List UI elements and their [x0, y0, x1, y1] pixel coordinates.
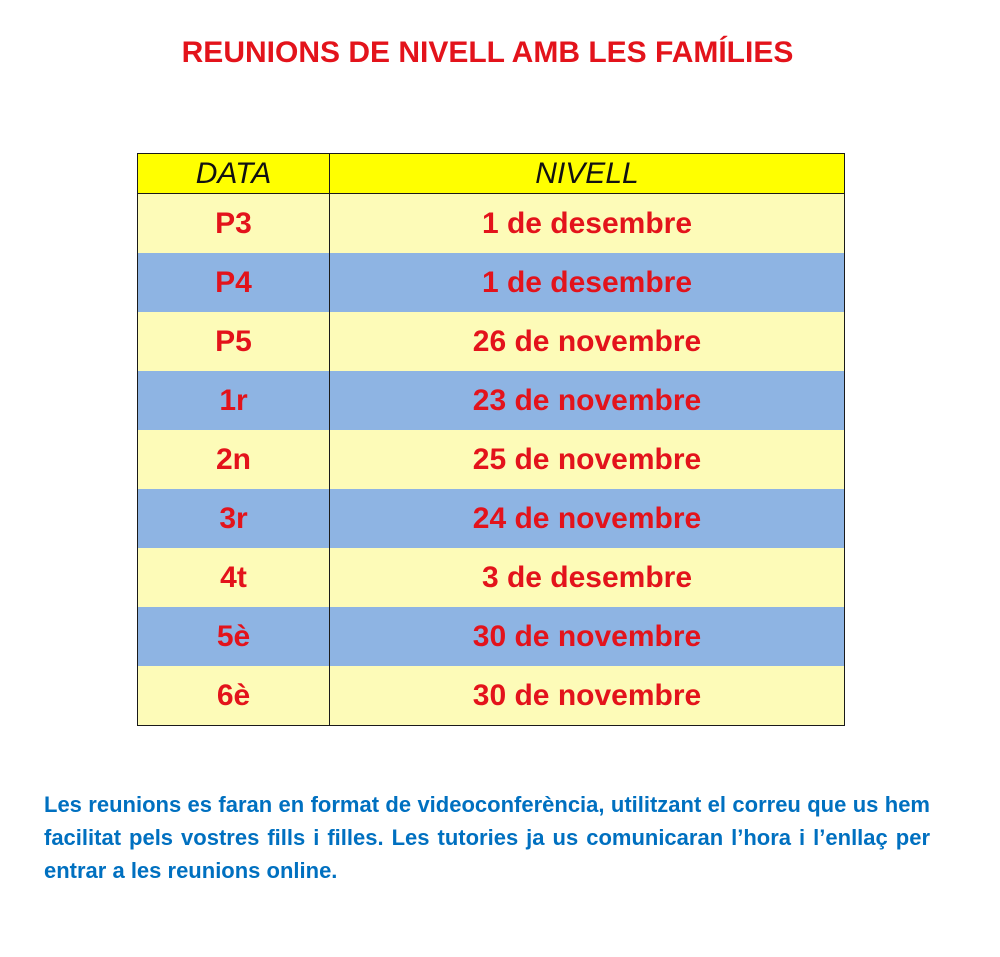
table-row — [138, 430, 845, 489]
table-cell-level: P3 — [138, 194, 330, 254]
column-header-data: DATA — [138, 154, 330, 194]
videoconference-note: Les reunions es faran en format de videoconferència, utilitzant el correu que us hem facilitat pels vostres fills i filles. Les tutories ja us comunicaran l’hora i l’enllaç per entrar a les reunions online. — [44, 792, 930, 883]
table-cell-level: P4 — [138, 253, 330, 312]
table-row — [138, 489, 845, 548]
table-cell-level: 5è — [138, 607, 330, 666]
page-title: REUNIONS DE NIVELL AMB LES FAMÍLIES — [181, 36, 794, 69]
table-header-row — [138, 154, 845, 194]
table-cell-date: 3 de desembre — [330, 548, 845, 607]
table-row — [138, 607, 845, 666]
table-row — [138, 194, 845, 254]
table-row — [138, 253, 845, 312]
table-cell-date: 26 de novembre — [330, 312, 845, 371]
table-row — [138, 312, 845, 371]
table-cell-level: 3r — [138, 489, 330, 548]
table-row — [138, 548, 845, 607]
table-cell-level: P5 — [138, 312, 330, 371]
table-cell-date: 24 de novembre — [330, 489, 845, 548]
table-cell-level: 6è — [138, 666, 330, 726]
column-header-nivell: NIVELL — [330, 154, 845, 194]
meetings-table — [137, 153, 845, 726]
table-cell-date: 25 de novembre — [330, 430, 845, 489]
table-cell-date: 23 de novembre — [330, 371, 845, 430]
table-cell-date: 30 de novembre — [330, 607, 845, 666]
table-cell-level: 4t — [138, 548, 330, 607]
table-row — [138, 666, 845, 726]
table-cell-date: 1 de desembre — [330, 253, 845, 312]
table-cell-level: 1r — [138, 371, 330, 430]
table-cell-date: 30 de novembre — [330, 666, 845, 726]
table-cell-level: 2n — [138, 430, 330, 489]
table-row — [138, 371, 845, 430]
table-cell-date: 1 de desembre — [330, 194, 845, 254]
